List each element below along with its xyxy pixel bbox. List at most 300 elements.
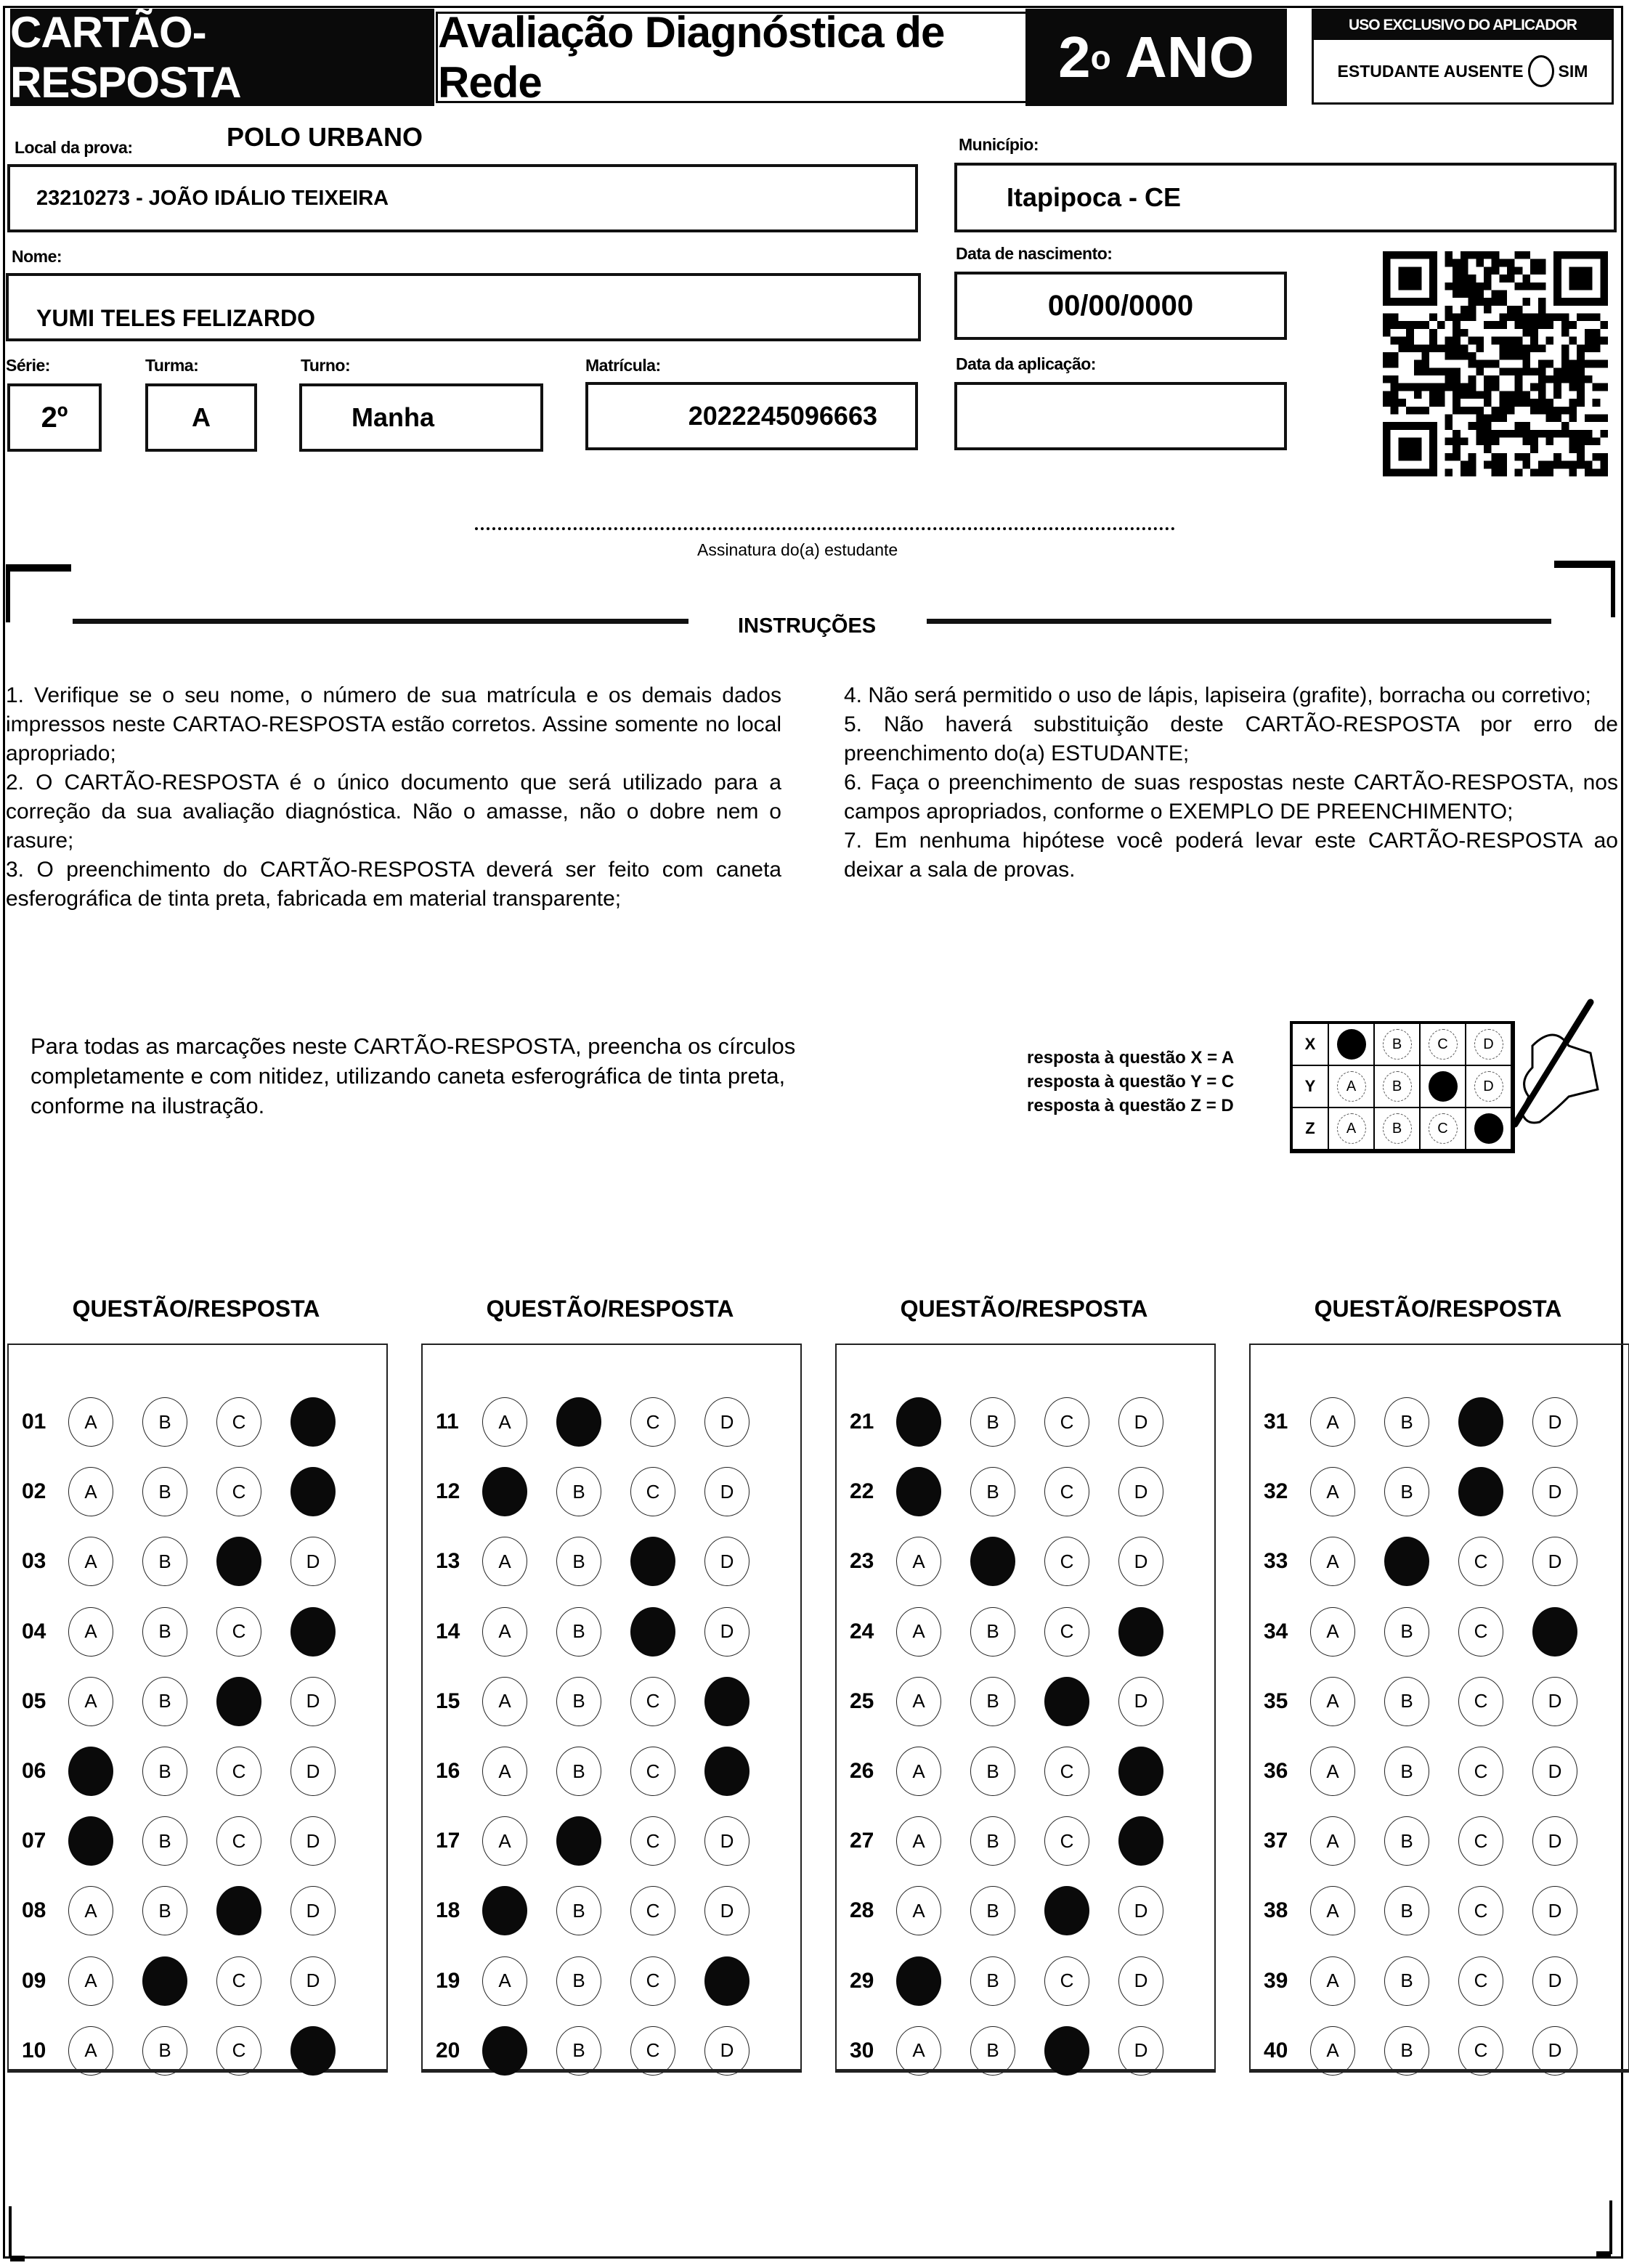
answer-bubble-a[interactable]: A bbox=[68, 1607, 113, 1657]
qr-module bbox=[1406, 383, 1414, 391]
instructions-rule-left bbox=[73, 619, 688, 624]
answer-bubble-d[interactable] bbox=[704, 1956, 749, 2006]
answer-bubble-c[interactable]: C bbox=[1044, 1607, 1089, 1657]
answer-bubble-a[interactable]: A bbox=[1310, 1397, 1355, 1447]
answer-bubble-c[interactable]: C bbox=[1044, 1956, 1089, 2006]
answer-bubble-a[interactable]: A bbox=[1310, 1467, 1355, 1516]
question-number: 20 bbox=[436, 2038, 460, 2062]
qr-module bbox=[1468, 290, 1476, 298]
qr-module bbox=[1468, 352, 1476, 360]
example-bubble bbox=[1429, 1071, 1458, 1102]
qr-module bbox=[1569, 445, 1577, 453]
qr-module bbox=[1484, 298, 1492, 306]
question-number: 23 bbox=[850, 1549, 874, 1574]
answer-bubble-a[interactable]: A bbox=[1310, 1677, 1355, 1726]
answer-bubble-d[interactable]: D bbox=[1118, 2026, 1163, 2076]
answer-bubble-c[interactable]: C bbox=[1044, 1747, 1089, 1796]
qr-module bbox=[1577, 375, 1585, 383]
answer-bubble-b[interactable] bbox=[556, 1816, 601, 1866]
answer-bubble-b[interactable]: B bbox=[1384, 1886, 1429, 1935]
answer-bubble-c[interactable]: C bbox=[630, 2026, 675, 2076]
example-cell bbox=[1421, 1024, 1466, 1066]
nascimento-value: 00/00/0000 bbox=[1047, 289, 1194, 322]
answer-bubble-a[interactable]: A bbox=[68, 1677, 113, 1726]
qr-module bbox=[1569, 468, 1577, 476]
instructions-title: INSTRUÇÕES bbox=[738, 614, 877, 638]
qr-module bbox=[1545, 407, 1553, 415]
answer-bubble-b[interactable]: B bbox=[1384, 1816, 1429, 1866]
answer-bubble-b[interactable] bbox=[556, 1397, 601, 1447]
question-number: 33 bbox=[1264, 1549, 1288, 1574]
qr-module bbox=[1515, 337, 1523, 345]
qr-module bbox=[1406, 337, 1414, 345]
answer-bubble-c[interactable]: C bbox=[630, 1956, 675, 2006]
answer-bubble-b[interactable]: B bbox=[556, 1747, 601, 1796]
answer-bubble-a[interactable]: A bbox=[896, 1816, 941, 1866]
qr-module bbox=[1553, 453, 1561, 461]
question-row bbox=[837, 1736, 1214, 1806]
qr-module bbox=[1484, 306, 1492, 314]
qr-module bbox=[1522, 438, 1530, 446]
answer-bubble-a[interactable]: A bbox=[1310, 1816, 1355, 1866]
answer-bubble-a[interactable]: A bbox=[896, 1747, 941, 1796]
answer-bubble-a[interactable] bbox=[68, 1816, 113, 1866]
answer-bubble-b[interactable]: B bbox=[970, 1607, 1015, 1657]
answer-bubble-b[interactable]: B bbox=[142, 1816, 187, 1866]
answer-bubble-c[interactable]: C bbox=[630, 1816, 675, 1866]
absent-radio[interactable] bbox=[1528, 55, 1554, 87]
qr-module bbox=[1593, 329, 1601, 337]
answer-bubble-b[interactable]: B bbox=[1384, 1467, 1429, 1516]
answer-bubble-a[interactable]: A bbox=[896, 2026, 941, 2076]
answer-bubble-d[interactable]: D bbox=[704, 1607, 749, 1657]
question-number: 35 bbox=[1264, 1688, 1288, 1713]
question-number: 27 bbox=[850, 1829, 874, 1853]
question-number: 29 bbox=[850, 1968, 874, 1993]
qr-module bbox=[1499, 399, 1507, 407]
qr-module bbox=[1391, 375, 1399, 383]
answer-bubble-c[interactable]: C bbox=[630, 1467, 675, 1516]
answer-bubble-b[interactable]: B bbox=[556, 1537, 601, 1586]
qr-module bbox=[1515, 321, 1523, 329]
qr-module bbox=[1530, 329, 1538, 337]
qr-module bbox=[1538, 383, 1546, 391]
answer-bubble-b[interactable]: B bbox=[556, 1467, 601, 1516]
answer-bubble-d[interactable]: D bbox=[1118, 1537, 1163, 1586]
example-bubble: A bbox=[1337, 1113, 1366, 1144]
answer-bubble-c[interactable]: C bbox=[630, 1886, 675, 1935]
qr-module bbox=[1421, 321, 1429, 329]
qr-module bbox=[1468, 468, 1476, 476]
answer-bubble-d[interactable]: D bbox=[1532, 1397, 1577, 1447]
example-bubble: A bbox=[1337, 1071, 1366, 1102]
municipio-field[interactable] bbox=[954, 163, 1617, 232]
question-row bbox=[423, 1527, 800, 1596]
qr-module bbox=[1437, 383, 1445, 391]
qr-module bbox=[1593, 453, 1601, 461]
answer-bubble-d[interactable]: D bbox=[704, 1886, 749, 1935]
answer-bubble-a[interactable]: A bbox=[1310, 1747, 1355, 1796]
answer-bubble-c[interactable]: C bbox=[216, 1467, 261, 1516]
qr-module bbox=[1453, 259, 1461, 267]
example-cell bbox=[1329, 1066, 1375, 1108]
answer-bubble-d[interactable]: D bbox=[1532, 1956, 1577, 2006]
serie-field[interactable] bbox=[7, 383, 102, 452]
answer-bubble-c[interactable]: C bbox=[1458, 1607, 1503, 1657]
qr-module bbox=[1461, 438, 1468, 446]
answer-bubble-a[interactable]: A bbox=[896, 1677, 941, 1726]
answer-bubble-d[interactable]: D bbox=[291, 1747, 336, 1796]
answer-bubble-c[interactable]: C bbox=[1458, 2026, 1503, 2076]
answer-bubble-c[interactable] bbox=[216, 1677, 261, 1726]
answer-bubble-a[interactable]: A bbox=[482, 1816, 527, 1866]
answer-bubble-d[interactable]: D bbox=[704, 1816, 749, 1866]
answer-bubble-d[interactable]: D bbox=[291, 1886, 336, 1935]
nome-field[interactable] bbox=[6, 273, 921, 341]
answer-bubble-c[interactable]: C bbox=[1458, 1747, 1503, 1796]
answer-bubble-b[interactable] bbox=[1384, 1537, 1429, 1586]
question-row bbox=[9, 1806, 386, 1876]
answer-bubble-c[interactable] bbox=[1044, 2026, 1089, 2076]
answer-bubble-c[interactable] bbox=[216, 1886, 261, 1935]
qr-module bbox=[1561, 329, 1569, 337]
answer-bubble-d[interactable]: D bbox=[1532, 1537, 1577, 1586]
answer-bubble-b[interactable]: B bbox=[970, 1956, 1015, 2006]
answer-bubble-b[interactable]: B bbox=[142, 1397, 187, 1447]
answer-bubble-c[interactable]: C bbox=[216, 2026, 261, 2076]
answer-bubble-a[interactable]: A bbox=[68, 1886, 113, 1935]
answer-bubble-a[interactable]: A bbox=[482, 1537, 527, 1586]
grade-word: ANO bbox=[1110, 25, 1254, 89]
answer-bubble-d[interactable]: D bbox=[1532, 1886, 1577, 1935]
qr-module bbox=[1553, 314, 1561, 322]
answer-bubble-b[interactable]: B bbox=[142, 1747, 187, 1796]
answer-bubble-b[interactable]: B bbox=[970, 2026, 1015, 2076]
answer-bubble-b[interactable]: B bbox=[970, 1886, 1015, 1935]
answer-bubble-a[interactable]: A bbox=[68, 1467, 113, 1516]
answer-bubble-d[interactable] bbox=[704, 1677, 749, 1726]
answer-bubble-d[interactable] bbox=[1532, 1607, 1577, 1657]
qr-module bbox=[1383, 375, 1391, 383]
school-field[interactable] bbox=[7, 164, 918, 232]
answer-bubble-d[interactable]: D bbox=[704, 2026, 749, 2076]
answer-bubble-d[interactable] bbox=[291, 1467, 336, 1516]
qr-module bbox=[1577, 383, 1585, 391]
qr-module bbox=[1499, 430, 1507, 438]
answer-bubble-c[interactable] bbox=[630, 1537, 675, 1586]
qr-module bbox=[1538, 430, 1546, 438]
qr-module bbox=[1585, 438, 1593, 446]
question-row bbox=[423, 1946, 800, 2016]
qr-module bbox=[1383, 391, 1391, 399]
qr-module bbox=[1569, 430, 1577, 438]
answer-bubble-b[interactable] bbox=[142, 1956, 187, 2006]
qr-module bbox=[1507, 352, 1515, 360]
qr-module bbox=[1569, 461, 1577, 469]
question-row bbox=[1251, 1387, 1628, 1457]
question-number: 16 bbox=[436, 1759, 460, 1783]
qr-module bbox=[1492, 407, 1500, 415]
answer-bubble-c[interactable] bbox=[630, 1607, 675, 1657]
qr-module bbox=[1522, 430, 1530, 438]
answer-bubble-a[interactable]: A bbox=[896, 1886, 941, 1935]
serie-label: Série: bbox=[6, 356, 50, 375]
answer-bubble-b[interactable]: B bbox=[556, 1607, 601, 1657]
qr-module bbox=[1515, 391, 1523, 399]
qr-module bbox=[1507, 337, 1515, 345]
qr-module bbox=[1421, 383, 1429, 391]
answer-bubble-b[interactable]: B bbox=[970, 1397, 1015, 1447]
answer-bubble-b[interactable]: B bbox=[1384, 1397, 1429, 1447]
answer-bubble-d[interactable]: D bbox=[1118, 1886, 1163, 1935]
answer-bubble-c[interactable]: C bbox=[1044, 1816, 1089, 1866]
qr-module bbox=[1398, 399, 1406, 407]
answer-bubble-a[interactable]: A bbox=[482, 1677, 527, 1726]
aplicacao-field[interactable] bbox=[954, 382, 1287, 450]
qr-module bbox=[1453, 391, 1461, 399]
qr-module bbox=[1553, 414, 1561, 422]
answer-bubble-d[interactable]: D bbox=[291, 1816, 336, 1866]
qr-module bbox=[1593, 399, 1601, 407]
answer-bubble-b[interactable]: B bbox=[1384, 1677, 1429, 1726]
qr-module bbox=[1507, 399, 1515, 407]
answer-bubble-b[interactable]: B bbox=[142, 1467, 187, 1516]
qr-module bbox=[1453, 329, 1461, 337]
answer-bubble-a[interactable]: A bbox=[482, 1747, 527, 1796]
answer-bubble-b[interactable]: B bbox=[556, 1677, 601, 1726]
answer-column-4 bbox=[1249, 1344, 1629, 2073]
question-row bbox=[423, 1667, 800, 1736]
signature-line[interactable] bbox=[475, 527, 1175, 530]
answer-bubble-d[interactable]: D bbox=[704, 1397, 749, 1447]
qr-module bbox=[1398, 321, 1406, 329]
qr-module bbox=[1593, 468, 1601, 476]
qr-module bbox=[1484, 267, 1492, 275]
exam-title: Avaliação Diagnóstica de Rede bbox=[436, 12, 1039, 103]
qr-module bbox=[1507, 344, 1515, 352]
qr-module bbox=[1453, 367, 1461, 375]
answer-bubble-c[interactable]: C bbox=[630, 1747, 675, 1796]
qr-module bbox=[1429, 383, 1437, 391]
answer-bubble-d[interactable]: D bbox=[1118, 1677, 1163, 1726]
answer-bubble-b[interactable]: B bbox=[970, 1816, 1015, 1866]
answer-bubble-a[interactable] bbox=[896, 1956, 941, 2006]
answer-bubble-a[interactable]: A bbox=[68, 1537, 113, 1586]
turno-field[interactable] bbox=[299, 383, 543, 452]
answer-bubble-c[interactable]: C bbox=[1458, 1956, 1503, 2006]
question-number: 21 bbox=[850, 1410, 874, 1434]
answer-bubble-a[interactable] bbox=[482, 1886, 527, 1935]
answer-bubble-b[interactable] bbox=[970, 1537, 1015, 1586]
question-number: 05 bbox=[22, 1688, 46, 1713]
qr-module bbox=[1530, 430, 1538, 438]
answer-bubble-d[interactable]: D bbox=[1118, 1397, 1163, 1447]
answer-bubble-c[interactable]: C bbox=[216, 1816, 261, 1866]
qr-module bbox=[1445, 453, 1453, 461]
answer-bubble-c[interactable]: C bbox=[216, 1607, 261, 1657]
answer-bubble-d[interactable] bbox=[1118, 1607, 1163, 1657]
answer-bubble-a[interactable] bbox=[896, 1467, 941, 1516]
example-bubble: B bbox=[1383, 1071, 1412, 1102]
answer-bubble-c[interactable] bbox=[1044, 1886, 1089, 1935]
answer-bubble-c[interactable]: C bbox=[1458, 1677, 1503, 1726]
answer-bubble-b[interactable]: B bbox=[142, 2026, 187, 2076]
answer-bubble-c[interactable] bbox=[1044, 1677, 1089, 1726]
qr-module bbox=[1561, 352, 1569, 360]
answer-bubble-a[interactable]: A bbox=[68, 1956, 113, 2006]
answer-bubble-b[interactable]: B bbox=[1384, 2026, 1429, 2076]
qr-module bbox=[1421, 344, 1429, 352]
qr-module bbox=[1515, 430, 1523, 438]
answer-bubble-b[interactable]: B bbox=[970, 1677, 1015, 1726]
answer-bubble-d[interactable]: D bbox=[291, 1677, 336, 1726]
answer-bubble-b[interactable]: B bbox=[556, 2026, 601, 2076]
qr-module bbox=[1391, 407, 1399, 415]
example-bubble: C bbox=[1429, 1113, 1458, 1144]
question-row bbox=[423, 2016, 800, 2086]
question-row bbox=[837, 1806, 1214, 1876]
qr-module bbox=[1507, 391, 1515, 399]
qr-module bbox=[1538, 461, 1546, 469]
qr-module bbox=[1445, 352, 1453, 360]
answer-bubble-d[interactable]: D bbox=[704, 1467, 749, 1516]
answer-bubble-b[interactable]: B bbox=[142, 1677, 187, 1726]
answer-bubble-d[interactable]: D bbox=[291, 1537, 336, 1586]
card-title: CARTÃO-RESPOSTA bbox=[10, 9, 434, 106]
turma-field[interactable] bbox=[145, 383, 257, 452]
qr-module bbox=[1600, 430, 1608, 438]
qr-module bbox=[1468, 422, 1476, 430]
matricula-field[interactable] bbox=[585, 382, 918, 450]
answer-bubble-a[interactable] bbox=[482, 2026, 527, 2076]
answer-bubble-b[interactable]: B bbox=[970, 1467, 1015, 1516]
qr-module bbox=[1468, 360, 1476, 368]
question-number: 13 bbox=[436, 1549, 460, 1574]
qr-module bbox=[1414, 407, 1422, 415]
qr-module bbox=[1391, 352, 1399, 360]
answer-bubble-d[interactable]: D bbox=[291, 1956, 336, 2006]
answer-bubble-b[interactable]: B bbox=[142, 1886, 187, 1935]
example-bubble: B bbox=[1383, 1113, 1412, 1144]
answer-bubble-c[interactable]: C bbox=[216, 1397, 261, 1447]
answer-bubble-c[interactable]: C bbox=[1458, 1537, 1503, 1586]
qr-module bbox=[1492, 438, 1500, 446]
qr-module bbox=[1461, 306, 1468, 314]
nascimento-field[interactable] bbox=[954, 272, 1287, 340]
qr-module bbox=[1600, 461, 1608, 469]
answer-bubble-c[interactable]: C bbox=[216, 1956, 261, 2006]
answer-bubble-d[interactable] bbox=[704, 1747, 749, 1796]
answer-bubble-a[interactable]: A bbox=[68, 1397, 113, 1447]
answer-bubble-b[interactable]: B bbox=[1384, 1956, 1429, 2006]
answer-bubble-a[interactable] bbox=[68, 1747, 113, 1796]
absent-option bbox=[1314, 40, 1612, 102]
answer-bubble-d[interactable]: D bbox=[1532, 2026, 1577, 2076]
answer-bubble-d[interactable]: D bbox=[1532, 1816, 1577, 1866]
answer-bubble-d[interactable]: D bbox=[1532, 1677, 1577, 1726]
answer-bubble-a[interactable]: A bbox=[1310, 1607, 1355, 1657]
qr-module bbox=[1445, 468, 1453, 476]
answer-bubble-c[interactable] bbox=[1458, 1397, 1503, 1447]
instruction-7: 7. Em nenhuma hipótese você poderá levar este CARTÃO-RESPOSTA ao deixar a sala de provas. bbox=[844, 829, 1618, 882]
answer-bubble-d[interactable]: D bbox=[1118, 1467, 1163, 1516]
answer-bubble-a[interactable]: A bbox=[1310, 2026, 1355, 2076]
answer-bubble-c[interactable]: C bbox=[1458, 1886, 1503, 1935]
answer-bubble-a[interactable]: A bbox=[1310, 1956, 1355, 2006]
answer-bubble-c[interactable]: C bbox=[1044, 1397, 1089, 1447]
answer-bubble-c[interactable]: C bbox=[1044, 1537, 1089, 1586]
qr-module bbox=[1522, 422, 1530, 430]
qr-module bbox=[1492, 290, 1500, 298]
answer-bubble-a[interactable]: A bbox=[482, 1956, 527, 2006]
answer-bubble-a[interactable] bbox=[896, 1397, 941, 1447]
answer-bubble-b[interactable]: B bbox=[142, 1607, 187, 1657]
qr-module bbox=[1492, 468, 1500, 476]
answer-bubble-b[interactable]: B bbox=[1384, 1607, 1429, 1657]
answer-bubble-a[interactable]: A bbox=[482, 1397, 527, 1447]
qr-module bbox=[1545, 438, 1553, 446]
qr-module bbox=[1468, 383, 1476, 391]
answer-bubble-a[interactable]: A bbox=[896, 1607, 941, 1657]
qr-module bbox=[1453, 383, 1461, 391]
answer-bubble-b[interactable]: B bbox=[556, 1956, 601, 2006]
answer-bubble-d[interactable] bbox=[291, 2026, 336, 2076]
qr-module bbox=[1445, 283, 1453, 290]
qr-module bbox=[1577, 360, 1585, 368]
answer-bubble-c[interactable]: C bbox=[1044, 1467, 1089, 1516]
answer-bubble-d[interactable] bbox=[291, 1397, 336, 1447]
answer-bubble-c[interactable] bbox=[216, 1537, 261, 1586]
answer-bubble-a[interactable]: A bbox=[68, 2026, 113, 2076]
qr-module bbox=[1515, 267, 1523, 275]
qr-module bbox=[1522, 453, 1530, 461]
answer-bubble-d[interactable]: D bbox=[704, 1537, 749, 1586]
qr-module bbox=[1406, 407, 1414, 415]
answer-bubble-b[interactable]: B bbox=[970, 1747, 1015, 1796]
answer-bubble-c[interactable]: C bbox=[1458, 1816, 1503, 1866]
answer-bubble-d[interactable] bbox=[291, 1607, 336, 1657]
qr-module bbox=[1538, 344, 1546, 352]
question-row bbox=[837, 2016, 1214, 2086]
qr-module bbox=[1437, 367, 1445, 375]
answer-bubble-d[interactable]: D bbox=[1532, 1467, 1577, 1516]
answer-bubble-a[interactable]: A bbox=[896, 1537, 941, 1586]
answer-bubble-c[interactable]: C bbox=[216, 1747, 261, 1796]
answer-bubble-d[interactable] bbox=[1118, 1747, 1163, 1796]
answer-bubble-b[interactable]: B bbox=[556, 1886, 601, 1935]
answer-bubble-c[interactable] bbox=[1458, 1467, 1503, 1516]
answer-bubble-a[interactable] bbox=[482, 1467, 527, 1516]
qr-module bbox=[1499, 344, 1507, 352]
answer-bubble-d[interactable]: D bbox=[1118, 1956, 1163, 2006]
question-number: 04 bbox=[22, 1619, 46, 1643]
qr-code bbox=[1383, 251, 1608, 477]
answer-bubble-c[interactable]: C bbox=[630, 1677, 675, 1726]
answer-bubble-a[interactable]: A bbox=[1310, 1537, 1355, 1586]
answer-bubble-d[interactable]: D bbox=[1532, 1747, 1577, 1796]
qr-module bbox=[1507, 367, 1515, 375]
answer-bubble-a[interactable]: A bbox=[1310, 1886, 1355, 1935]
answer-bubble-b[interactable]: B bbox=[142, 1537, 187, 1586]
applicator-box bbox=[1312, 9, 1614, 105]
answer-column-1 bbox=[7, 1344, 388, 2073]
qr-module bbox=[1468, 251, 1476, 259]
answer-bubble-c[interactable]: C bbox=[630, 1397, 675, 1447]
answer-bubble-d[interactable] bbox=[1118, 1816, 1163, 1866]
answer-bubble-b[interactable]: B bbox=[1384, 1747, 1429, 1796]
answer-bubble-a[interactable]: A bbox=[482, 1607, 527, 1657]
qr-module bbox=[1445, 314, 1453, 322]
